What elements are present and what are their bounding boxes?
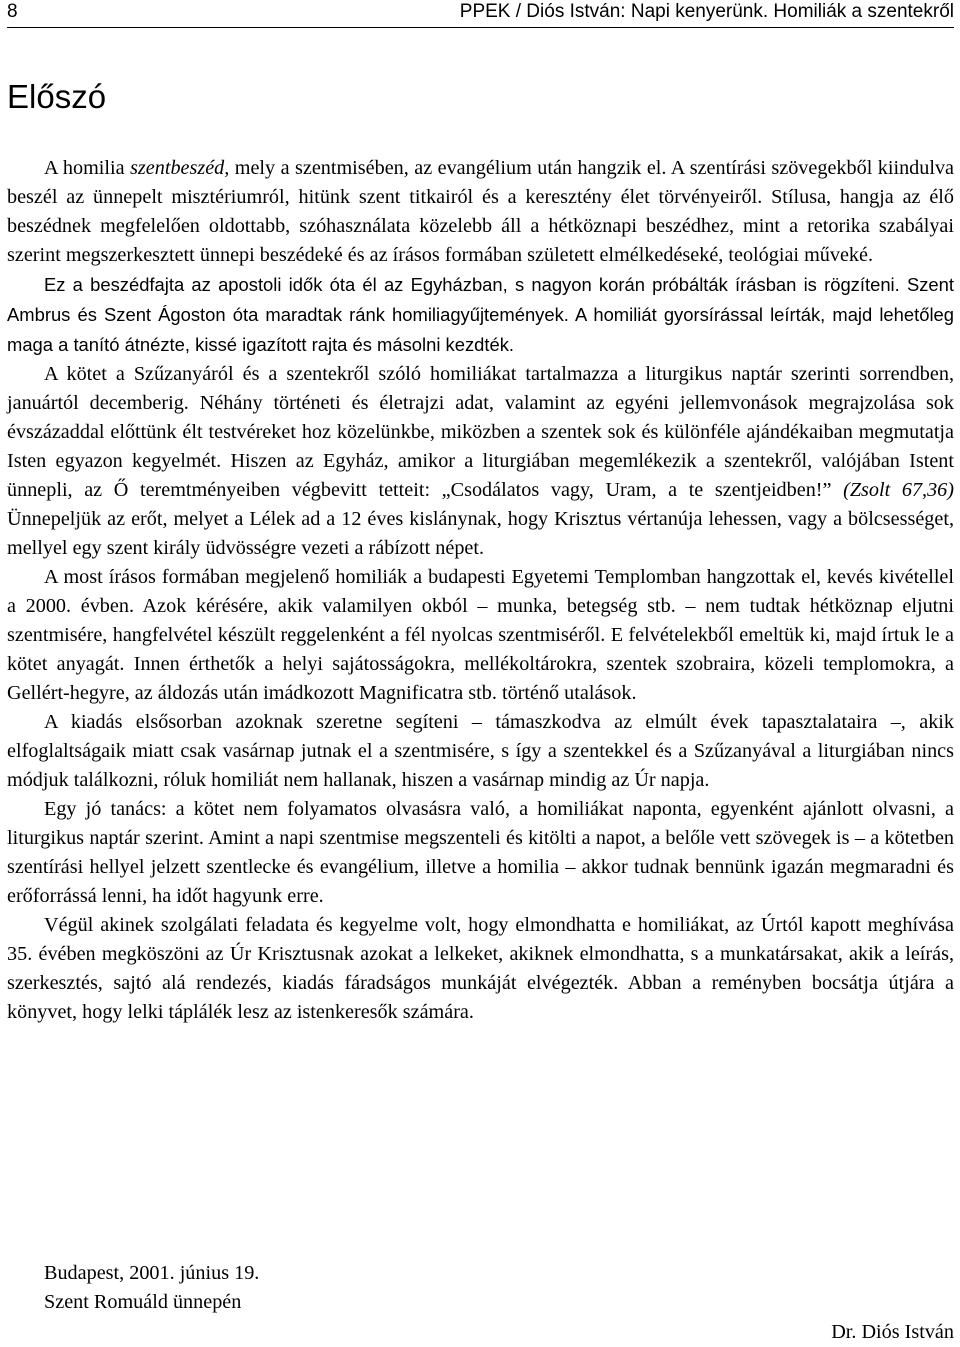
paragraph-7-text: Végül akinek szolgálati feladata és kegyelme volt, hogy elmondhatta e homiliákat, az Úrtól kapott meghívása 35. évében megköszöni az Úr Krisztusnak azokat a lelkeket, akiknek elmondhatta, s a munkatársakat, akik a leírás, szerkesztés, sajtó alá rendezés, kiadás fáradságos munkáját elvégezték. Abban a reményben bocsátja útjára a könyvet, hogy lelki táplálék lesz az istenkeresők számára. bbox=[7, 914, 954, 1023]
place-date: Budapest, 2001. június 19. bbox=[44, 1262, 260, 1284]
page-header bbox=[7, 0, 954, 28]
paragraph-6 bbox=[7, 795, 954, 911]
author-signature: Dr. Diós István bbox=[831, 1321, 954, 1343]
paragraph-2 bbox=[7, 270, 954, 360]
paragraph-5-text: A kiadás elsősorban azoknak szeretne segíteni – támaszkodva az elmúlt évek tapasztalataira –, akik elfoglaltságaik miatt csak vasárnap jutnak el a szentmisére, s így a szentekkel és a Szűzanyával a liturgiában nincs módjuk találkozni, róluk homiliát nem hallanak, hiszen a vasárnap mindig az Úr napja. bbox=[7, 711, 954, 791]
body-text bbox=[7, 154, 954, 1027]
paragraph-2-text: Ez a beszédfajta az apostoli idők óta él az Egyházban, s nagyon korán próbálták írásban is rögzíteni. Szent Ambrus és Szent Ágoston óta maradtak ránk homiliagyűjtemények. A homiliát gyorsírással leírták, majd lehetőleg maga a tanító átnézte, kissé igazított rajta és másolni kezdték. bbox=[7, 274, 954, 355]
paragraph-7 bbox=[7, 911, 954, 1027]
paragraph-3-text-c: Ünnepeljük az erőt, melyet a Lélek ad a 12 éves kislánynak, hogy Krisztus vértanúja lehessen, vagy a bölcsességet, mellyel egy szent király üdvösségre vezeti a rábízott népet. bbox=[7, 508, 954, 559]
paragraph-3-text-a: A kötet a Szűzanyáról és a szentekről szóló homiliákat tartalmazza a liturgikus naptár szerinti sorrendben, januártól decemberig. Néhány történeti és életrajzi adat, valamint az egyéni jellemvonások megrajzolása sok évszázaddal előttünk élt testvéreket hoz közelünkbe, miközben a szentek sok és különféle ajándékaiban megmutatja Isten egyazon kegyelmét. Hiszen az Egyház, amikor a liturgiában megemlékezik a szentekről, valójában Istent ünnepli, az Ő teremtményeiben végbevitt tetteit: „Csodálatos vagy, Uram, a te szentjeidben!” bbox=[7, 363, 954, 501]
paragraph-6-text: Egy jó tanács: a kötet nem folyamatos olvasásra való, a homiliákat naponta, egyenként ajánlott olvasni, a liturgikus naptár szerint. Amint a napi szentmise megszenteli és kitölti a napot, a belőle vett szövegek is – a kötetben szentírási hellyel jelzett szentlecke és evangélium, illetve a homilia – akkor tudnak bennünk igazán megmaradni és erőforrássá lenni, ha időt hagyunk erre. bbox=[7, 798, 954, 907]
paragraph-1-text-a: A homilia bbox=[44, 157, 131, 179]
paragraph-3 bbox=[7, 360, 954, 563]
chapter-title: Előszó bbox=[7, 78, 107, 115]
dateline bbox=[44, 1259, 259, 1317]
running-head: PPEK / Diós István: Napi kenyerünk. Homiliák a szentekről bbox=[459, 1, 954, 22]
paragraph-1-text-c: mely a szentmisében, az evangélium után hangzik el. A szentírási szövegekből kiindulva beszél az ünnepelt misztériumról, hitünk szent titkairól és a keresztény élet törvényeiről. Stílusa, hangja az élő beszédnek megfelelően oldottabb, szóhasználata közelebb áll a hétköznapi beszédhez, mint a retorika szabályai szerint megszerkesztett ünnepi beszédeké és az írásos formában született elmélkedéseké, teológiai műveké. bbox=[7, 157, 955, 266]
paragraph-4 bbox=[7, 563, 954, 708]
paragraph-4-text: A most írásos formában megjelenő homiliák a budapesti Egyetemi Templomban hangzottak el, kevés kivétellel a 2000. évben. Azok kérésére, akik valamilyen okból – munka, betegség stb. – nem tudtak hétköznap eljutni szentmisére, hangfelvétel készült reggelenként a fél nyolcas szentmiséről. E felvételekből emeltük ki, majd írtuk le a kötet anyagát. Innen érthetők a helyi sajátosságokra, mellékoltárokra, szentek szobraira, közeli templomokra, a Gellért-hegyre, az áldozás után imádkozott Magnificatra stb. történő utalások. bbox=[7, 566, 954, 704]
page-number: 8 bbox=[7, 1, 18, 22]
paragraph-5 bbox=[7, 708, 954, 795]
paragraph-1-emphasis: szentbeszéd, bbox=[130, 157, 230, 179]
feast-day: Szent Romuáld ünnepén bbox=[44, 1291, 242, 1313]
paragraph-1 bbox=[7, 154, 954, 270]
paragraph-3-citation: (Zsolt 67,36) bbox=[843, 479, 954, 501]
